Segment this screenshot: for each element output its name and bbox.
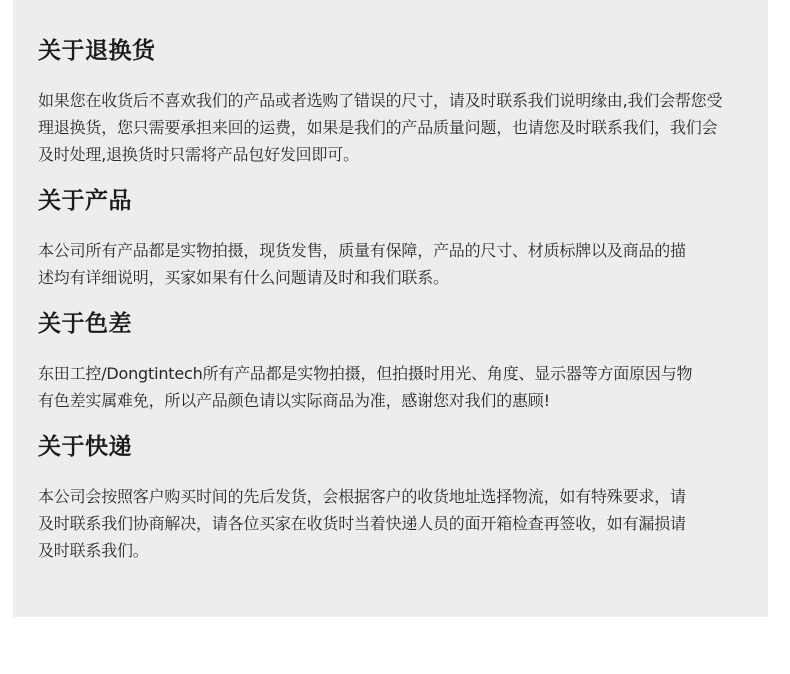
section-returns: [38, 40, 768, 168]
paragraph-line: 本公司所有产品都是实物拍摄，现货发售，质量有保障，产品的尺寸、材质标牌以及商品的描: [38, 241, 686, 260]
paragraph-line: 如果您在收货后不喜欢我们的产品或者选购了错误的尺寸，请及时联系我们说明缘由,我们会帮您受: [38, 91, 723, 110]
section-shipping: [38, 436, 768, 564]
section-shipping-heading: 关于快递: [38, 434, 132, 460]
paragraph-line: 理退换货，您只需要承担来回的运费，如果是我们的产品质量问题，也请您及时联系我们，我们会: [38, 118, 718, 137]
paragraph-line: 及时处理,退换货时只需将产品包好发回即可。: [38, 145, 359, 164]
paragraph-line: 述均有详细说明，买家如果有什么问题请及时和我们联系。: [38, 268, 449, 287]
section-products-heading: 关于产品: [38, 188, 132, 214]
section-color-difference-paragraph: [38, 360, 768, 414]
section-products-paragraph: [38, 237, 768, 291]
section-products: [38, 190, 768, 291]
section-returns-paragraph: [38, 87, 768, 168]
section-shipping-paragraph: [38, 483, 768, 564]
section-returns-heading: 关于退换货: [38, 38, 156, 64]
section-color-difference-heading: 关于色差: [38, 311, 132, 337]
paragraph-line: 本公司会按照客户购买时间的先后发货，会根据客户的收货地址选择物流，如有特殊要求，请: [38, 487, 686, 506]
paragraph-line: 及时联系我们。: [38, 541, 149, 560]
paragraph-line: 及时联系我们协商解决，请各位买家在收货时当着快递人员的面开箱检查再签收，如有漏损请: [38, 514, 686, 533]
paragraph-line: 东田工控/Dongtintech所有产品都是实物拍摄，但拍摄时用光、角度、显示器等方面原因与物: [38, 364, 693, 383]
paragraph-line: 有色差实属难免，所以产品颜色请以实际商品为准，感谢您对我们的惠顾!: [38, 391, 550, 410]
store-policy-panel: [13, 0, 768, 617]
store-policy-content: [13, 0, 768, 564]
section-color-difference: [38, 313, 768, 414]
